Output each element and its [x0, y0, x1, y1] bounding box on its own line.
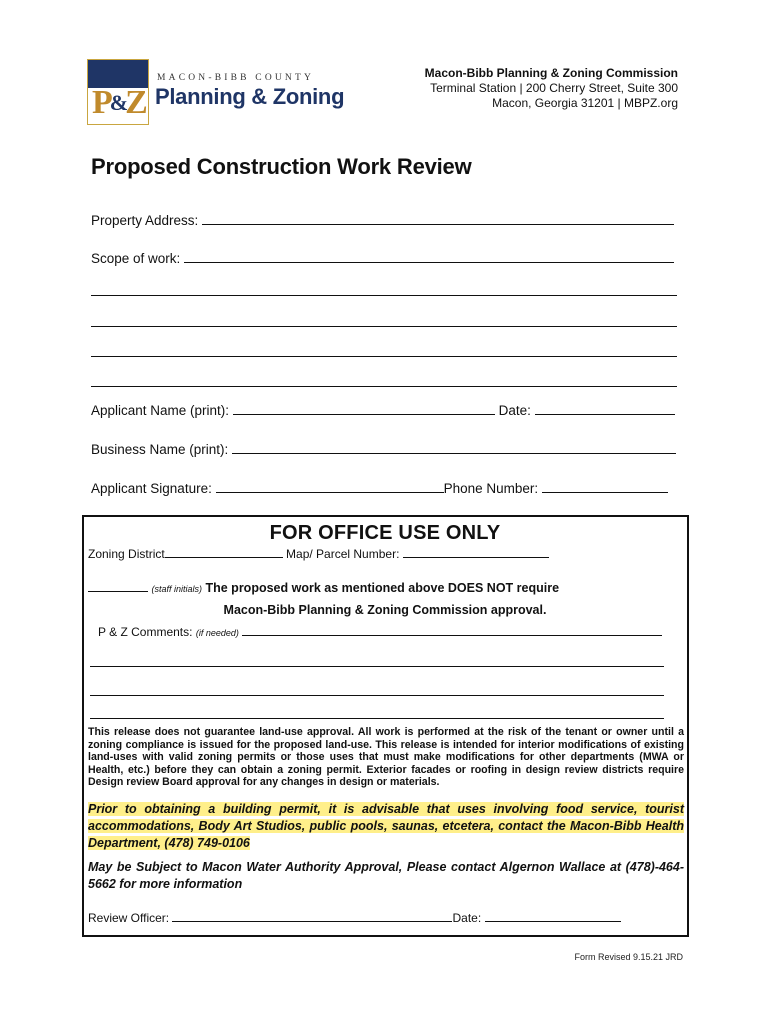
phone-number-field[interactable] — [542, 480, 668, 493]
applicant-name-row — [91, 402, 677, 418]
logo-ampersand: & — [109, 90, 126, 115]
not-require-text-1: The proposed work as mentioned above DOES NOT require — [205, 581, 560, 595]
header-address-2: Macon, Georgia 31201 | MBPZ.org — [492, 96, 678, 110]
comments-line-2[interactable] — [90, 666, 664, 667]
business-name-field[interactable] — [232, 441, 676, 454]
staff-initials-label: (staff initials) — [151, 584, 202, 594]
zoning-district-row — [88, 547, 549, 561]
signature-row — [91, 480, 677, 496]
applicant-signature-label: Applicant Signature: — [91, 481, 212, 496]
zoning-district-field[interactable] — [165, 547, 283, 558]
map-parcel-field[interactable] — [403, 547, 549, 558]
review-date-field[interactable] — [485, 912, 621, 922]
review-officer-row — [88, 911, 621, 925]
staff-initials-field[interactable] — [88, 582, 148, 592]
scope-line-2[interactable] — [91, 295, 677, 296]
applicant-signature-field[interactable] — [216, 480, 444, 493]
review-officer-field[interactable] — [172, 912, 452, 922]
date-label: Date: — [498, 403, 531, 418]
scope-of-work-label: Scope of work: — [91, 251, 181, 266]
property-address-field[interactable] — [202, 212, 674, 225]
zoning-district-label: Zoning District — [88, 547, 165, 561]
comments-line-3[interactable] — [90, 695, 664, 696]
staff-initials-row — [88, 581, 559, 595]
scope-of-work-row — [91, 250, 677, 266]
comments-label: P & Z Comments: — [98, 625, 193, 639]
office-use-heading: FOR OFFICE USE ONLY — [269, 522, 501, 544]
scope-line-3[interactable] — [91, 326, 677, 327]
applicant-name-field[interactable] — [233, 402, 495, 415]
water-authority-notice: May be Subject to Macon Water Authority Approval, Please contact Algernon Wallace at (478)-464-5662 for more information — [88, 860, 684, 891]
logo-letter-p: P — [92, 84, 110, 121]
header-org: Macon-Bibb Planning & Zoning Commission — [424, 66, 678, 80]
property-address-label: Property Address: — [91, 213, 199, 228]
not-require-text-2: Macon-Bibb Planning & Zoning Commission approval. — [223, 603, 547, 617]
scope-line-5[interactable] — [91, 386, 677, 387]
comments-line-4[interactable] — [90, 718, 664, 719]
logo-letters — [92, 84, 145, 122]
if-needed-label: (if needed) — [195, 628, 239, 638]
header-address-1: Terminal Station | 200 Cherry Street, Suite 300 — [430, 81, 678, 95]
comments-row — [98, 625, 662, 639]
logo-name: Planning & Zoning — [155, 84, 345, 109]
review-officer-label: Review Officer: — [88, 911, 170, 925]
release-disclaimer: This release does not guarantee land-use approval. All work is performed at the risk of the tenant or owner until a zoning compliance is issued for the proposed land-use. This release is intended for interior modifications of existing land-uses with valid zoning permits or those uses that must make modifications for other departments (MWA or Health, etc.) before they can obtain a zoning permit. Exterior facades or roofing in design review districts require Design review Board approval for any changes in design or materials. — [88, 726, 684, 788]
property-address-row — [91, 212, 677, 228]
comments-field[interactable] — [242, 626, 662, 636]
logo-county-line: MACON-BIBB COUNTY — [157, 73, 315, 83]
page-title: Proposed Construction Work Review — [91, 154, 472, 179]
pz-logo — [87, 59, 149, 125]
form-revision-note: Form Revised 9.15.21 JRD — [574, 952, 683, 962]
scope-line-4[interactable] — [91, 356, 677, 357]
phone-number-label: Phone Number: — [443, 481, 539, 496]
applicant-name-label: Applicant Name (print): — [91, 403, 230, 418]
business-name-row — [91, 441, 677, 457]
review-date-label: Date: — [452, 911, 482, 925]
business-name-label: Business Name (print): — [91, 442, 229, 457]
date-field[interactable] — [535, 402, 675, 415]
health-notice — [88, 801, 684, 852]
health-notice-text: Prior to obtaining a building permit, it is advisable that uses involving food service, tourist accommodations, Body Art Studios, public pools, saunas, etcetera, contact the Macon-Bibb Health Department, (478) 749-0106 — [88, 802, 684, 850]
logo-letter-z: Z — [125, 84, 145, 121]
map-parcel-label: Map/ Parcel Number: — [286, 547, 400, 561]
scope-of-work-field[interactable] — [184, 250, 674, 263]
